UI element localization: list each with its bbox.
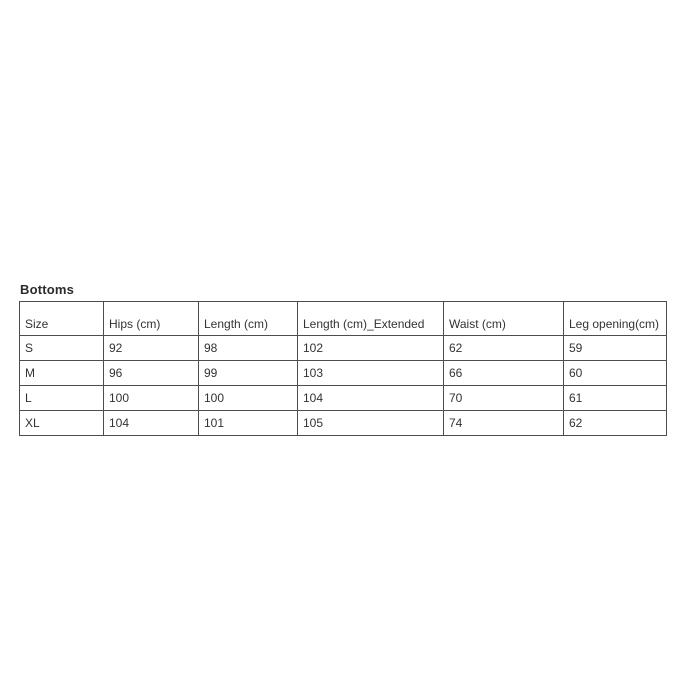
value-cell: 103 [298,361,444,386]
size-cell: M [20,361,104,386]
column-header: Size [20,302,104,336]
value-cell: 101 [199,411,298,436]
value-cell: 61 [564,386,667,411]
table-row [20,386,667,411]
value-cell: 100 [199,386,298,411]
table-row [20,336,667,361]
size-cell: S [20,336,104,361]
value-cell: 100 [104,386,199,411]
value-cell: 105 [298,411,444,436]
table-title: Bottoms [20,282,75,297]
column-header: Hips (cm) [104,302,199,336]
column-header: Leg opening(cm) [564,302,667,336]
column-header: Length (cm)_Extended [298,302,444,336]
value-cell: 59 [564,336,667,361]
table-body [20,336,667,436]
value-cell: 96 [104,361,199,386]
value-cell: 99 [199,361,298,386]
size-cell: XL [20,411,104,436]
value-cell: 104 [104,411,199,436]
value-cell: 102 [298,336,444,361]
table-row [20,361,667,386]
size-chart-table [19,301,667,436]
value-cell: 104 [298,386,444,411]
column-header: Waist (cm) [444,302,564,336]
value-cell: 92 [104,336,199,361]
table-row [20,411,667,436]
table-header-row [20,302,667,336]
size-cell: L [20,386,104,411]
value-cell: 60 [564,361,667,386]
column-header: Length (cm) [199,302,298,336]
value-cell: 98 [199,336,298,361]
value-cell: 70 [444,386,564,411]
size-chart-section [19,282,667,436]
value-cell: 62 [444,336,564,361]
value-cell: 74 [444,411,564,436]
value-cell: 66 [444,361,564,386]
value-cell: 62 [564,411,667,436]
